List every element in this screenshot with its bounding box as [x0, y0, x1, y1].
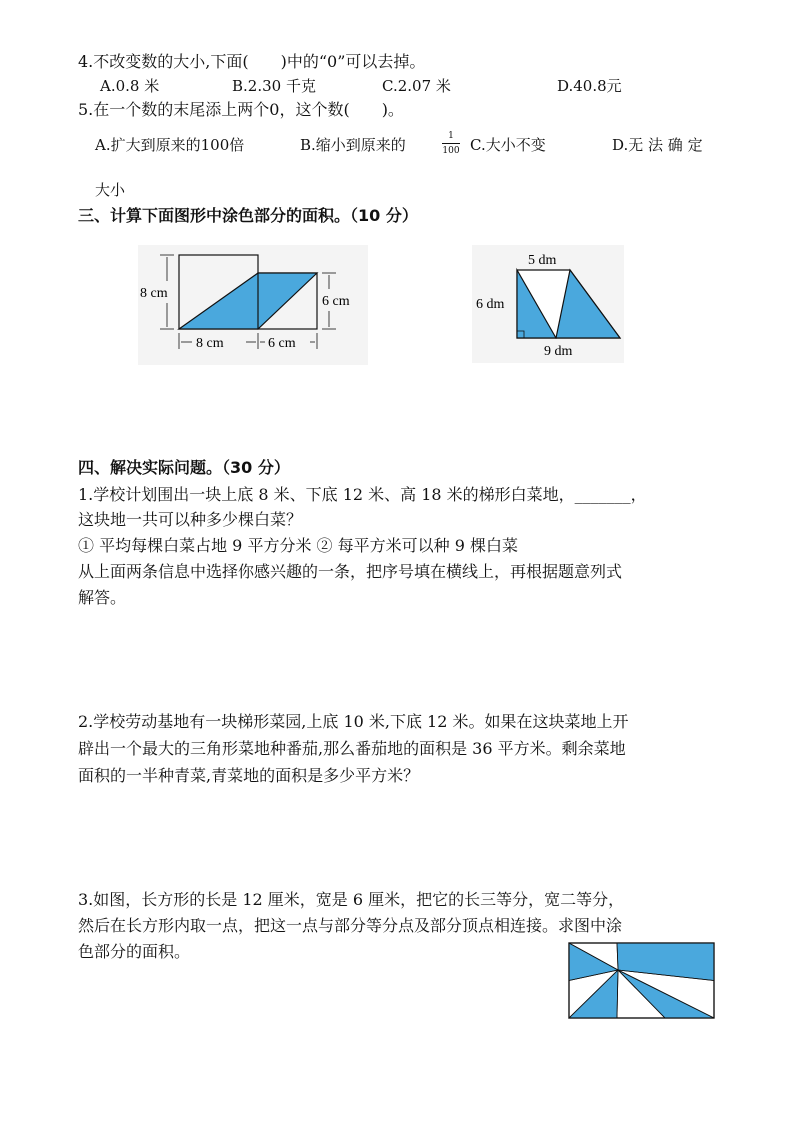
q5-fraction-bar — [442, 143, 460, 144]
q4-option-c: C.2.07 米 — [382, 77, 451, 95]
q5-option-d: D.无 法 确 定 — [612, 136, 703, 154]
fig1-left-height: 8 cm — [140, 286, 168, 301]
problem1-line1: 1.学校计划围出一块上底 8 米、下底 12 米、高 18 米的梯形白菜地，_______， — [78, 485, 647, 504]
problem2-line1: 2.学校劳动基地有一块梯形菜园,上底 10 米,下底 12 米。如果在这块菜地上开 — [78, 712, 629, 731]
problem3-line2: 然后在长方形内取一点，把这一点与部分等分点及部分顶点相连接。求图中涂 — [78, 916, 623, 935]
problem3-line1: 3.如图，长方形的长是 12 厘米，宽是 6 厘米，把它的长三等分，宽二等分， — [78, 890, 625, 909]
q5-stem: 5.在一个数的末尾添上两个0，这个数( )。 — [78, 100, 404, 119]
fig2-height-label: 6 dm — [476, 297, 505, 312]
fig2-bottom-label: 9 dm — [544, 344, 573, 359]
section3-title: 三、计算下面图形中涂色部分的面积。（10 分） — [78, 206, 418, 225]
section4-title: 四、解决实际问题。（30 分） — [78, 458, 290, 477]
problem3-rectangle-figure — [568, 942, 716, 1020]
q4-option-b: B.2.30 千克 — [232, 77, 316, 95]
q5-option-b: B.缩小到原来的 — [300, 136, 406, 154]
q5-option-d-continued: 大小 — [95, 181, 126, 199]
problem1-line2: 这块地一共可以种多少棵白菜？ — [78, 510, 303, 529]
problem1-line4: 从上面两条信息中选择你感兴趣的一条，把序号填在横线上，再根据题意列式 — [78, 562, 623, 581]
q5-option-a: A.扩大到原来的100倍 — [95, 136, 245, 154]
q5-fraction-numerator: 1 — [448, 131, 454, 141]
problem2-line2: 辟出一个最大的三角形菜地种番茄,那么番茄地的面积是 36 平方米。剩余菜地 — [78, 739, 626, 758]
fig2-top-label: 5 dm — [528, 253, 557, 268]
q5-option-c: C.大小不变 — [470, 136, 546, 154]
problem1-options: ① 平均每棵白菜占地 9 平方分米 ② 每平方米可以种 9 棵白菜 — [78, 536, 518, 555]
fig1-bottom-right: 6 cm — [268, 336, 296, 351]
problem3-line3: 色部分的面积。 — [78, 942, 191, 961]
problem2-line3: 面积的一半种青菜,青菜地的面积是多少平方米？ — [78, 766, 420, 785]
figure-2-shaded-triangles — [472, 245, 624, 363]
q4-option-a: A.0.8 米 — [100, 77, 160, 95]
figure-1-shaded-parallelogram — [138, 245, 368, 365]
q4-option-d: D.40.8元 — [557, 77, 622, 95]
fig1-bottom-left: 8 cm — [196, 336, 224, 351]
q4-stem: 4.不改变数的大小,下面( )中的“0”可以去掉。 — [78, 52, 426, 71]
problem1-line5: 解答。 — [78, 588, 127, 607]
fig1-right-height: 6 cm — [322, 294, 350, 309]
q5-fraction-denominator: 100 — [442, 146, 460, 156]
